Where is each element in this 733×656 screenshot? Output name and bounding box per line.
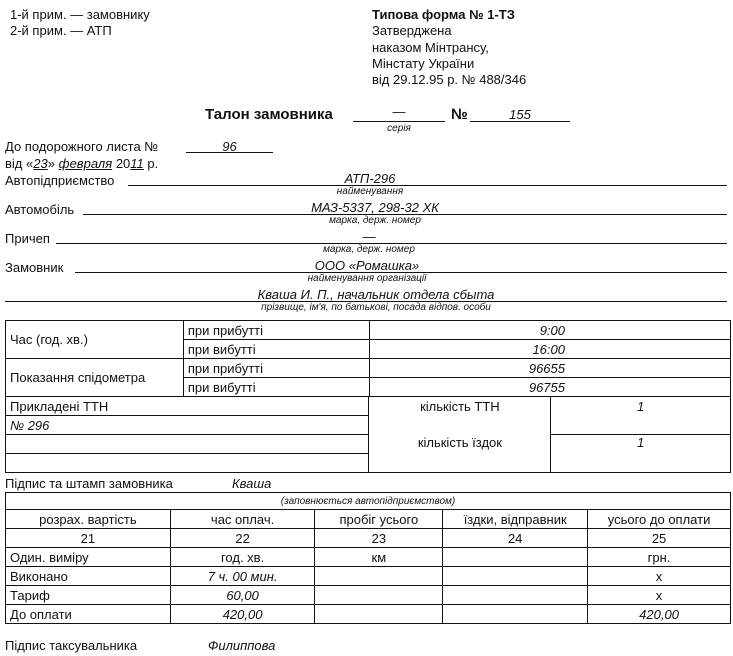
table-cell: 60,00 — [170, 586, 315, 605]
car-caption: марка, держ. номер — [329, 215, 421, 226]
arrival-label: при прибутті — [183, 321, 369, 340]
customer-value: ООО «Ромашка» — [314, 258, 420, 273]
table-cell — [443, 605, 588, 624]
copy-1-note: 1-й прим. — замовнику — [10, 7, 150, 22]
calculation-table — [5, 492, 731, 624]
talon-title: Талон замовника — [205, 106, 333, 123]
ttn-table — [5, 396, 731, 473]
calc-note: (заповнюється автопідприємством) — [6, 493, 731, 510]
table-cell — [443, 567, 588, 586]
time-departure: 16:00 — [369, 340, 730, 359]
column-number: 23 — [315, 529, 443, 548]
ttn-value: № 296 — [6, 416, 369, 435]
row-label: Один. виміру — [6, 548, 171, 567]
trailer-label: Причеп — [5, 231, 50, 246]
table-cell: х — [588, 567, 731, 586]
ttn-label: Прикладені ТТН — [6, 397, 369, 416]
row-label: До оплати — [6, 605, 171, 624]
form-title: Типова форма № 1-ТЗ — [372, 7, 515, 22]
car-value: МАЗ-5337, 298-32 ХК — [311, 200, 439, 215]
person-value: Кваша И. П., начальник отдела сбыта — [257, 287, 495, 302]
waybill-label: До подорожного листа № — [5, 139, 159, 154]
trailer-caption: марка, держ. номер — [323, 244, 415, 255]
header-cell: пробіг усього — [315, 510, 443, 529]
table-cell — [315, 605, 443, 624]
copy-2-note: 2-й прим. — АТП — [10, 23, 112, 38]
number-label: № — [451, 106, 468, 123]
table-cell: х — [588, 586, 731, 605]
series-caption: серія — [387, 123, 411, 134]
time-arrival: 9:00 — [369, 321, 730, 340]
departure-label: при вибутті — [183, 378, 369, 397]
table-cell — [315, 567, 443, 586]
customer-sign-value: Кваша — [232, 476, 272, 491]
table-cell: 7 ч. 00 мин. — [170, 567, 315, 586]
table-cell — [443, 548, 588, 567]
table-cell — [315, 586, 443, 605]
date-month: февраля — [58, 156, 113, 171]
table-cell: грн. — [588, 548, 731, 567]
header-cell: їздки, відправник — [443, 510, 588, 529]
person-caption: прізвище, ім'я, по батькові, посада відпов. особи — [261, 302, 491, 313]
table-cell: 420,00 — [588, 605, 731, 624]
row-label: Виконано — [6, 567, 171, 586]
ttn-count: 1 — [551, 397, 731, 435]
customer-label: Замовник — [5, 260, 64, 275]
trailer-value: — — [362, 229, 376, 244]
waybill-number: 96 — [222, 139, 237, 154]
approved-line: Затверджена — [372, 23, 452, 38]
waybill-date: від «23» февраля 2011 р. — [5, 156, 159, 171]
row-label: Тариф — [6, 586, 171, 605]
table-cell: 420,00 — [170, 605, 315, 624]
arrival-label: при прибутті — [183, 359, 369, 378]
taxer-sign-value: Филиппова — [208, 638, 276, 653]
ttn-count-label: кількість ТТН — [369, 397, 551, 435]
time-odometer-table — [5, 320, 731, 397]
table-cell: год. хв. — [170, 548, 315, 567]
enterprise-label: Автопідприємство — [5, 173, 115, 188]
departure-label: при вибутті — [183, 340, 369, 359]
talon-number: 155 — [509, 107, 531, 122]
odometer-departure: 96755 — [369, 378, 730, 397]
date-year: 11 — [130, 156, 144, 171]
approved-line: наказом Мінтрансу, — [372, 40, 489, 55]
approved-line: Мінстату України — [372, 56, 475, 71]
column-number: 24 — [443, 529, 588, 548]
odometer-arrival: 96655 — [369, 359, 730, 378]
table-cell: км — [315, 548, 443, 567]
odometer-label: Показання спідометра — [6, 359, 184, 397]
header-cell: розрах. вартість — [6, 510, 171, 529]
customer-sign-label: Підпис та штамп замовника — [5, 476, 173, 491]
time-label: Час (год. хв.) — [6, 321, 184, 359]
trips-label: кількість їздок — [369, 435, 551, 473]
column-number: 21 — [6, 529, 171, 548]
taxer-sign-label: Підпис таксувальника — [5, 638, 138, 653]
trips-count: 1 — [551, 435, 731, 473]
column-number: 25 — [588, 529, 731, 548]
header-cell: усього до оплати — [588, 510, 731, 529]
enterprise-value: АТП-296 — [344, 171, 396, 186]
approved-line: від 29.12.95 р. № 488/346 — [372, 72, 527, 87]
column-number: 22 — [170, 529, 315, 548]
enterprise-caption: найменування — [336, 186, 404, 197]
customer-caption: найменування організації — [307, 273, 427, 284]
series-value: — — [392, 104, 406, 119]
date-day: 23 — [33, 156, 48, 171]
car-label: Автомобіль — [5, 202, 75, 217]
header-cell: час оплач. — [170, 510, 315, 529]
table-cell — [443, 586, 588, 605]
